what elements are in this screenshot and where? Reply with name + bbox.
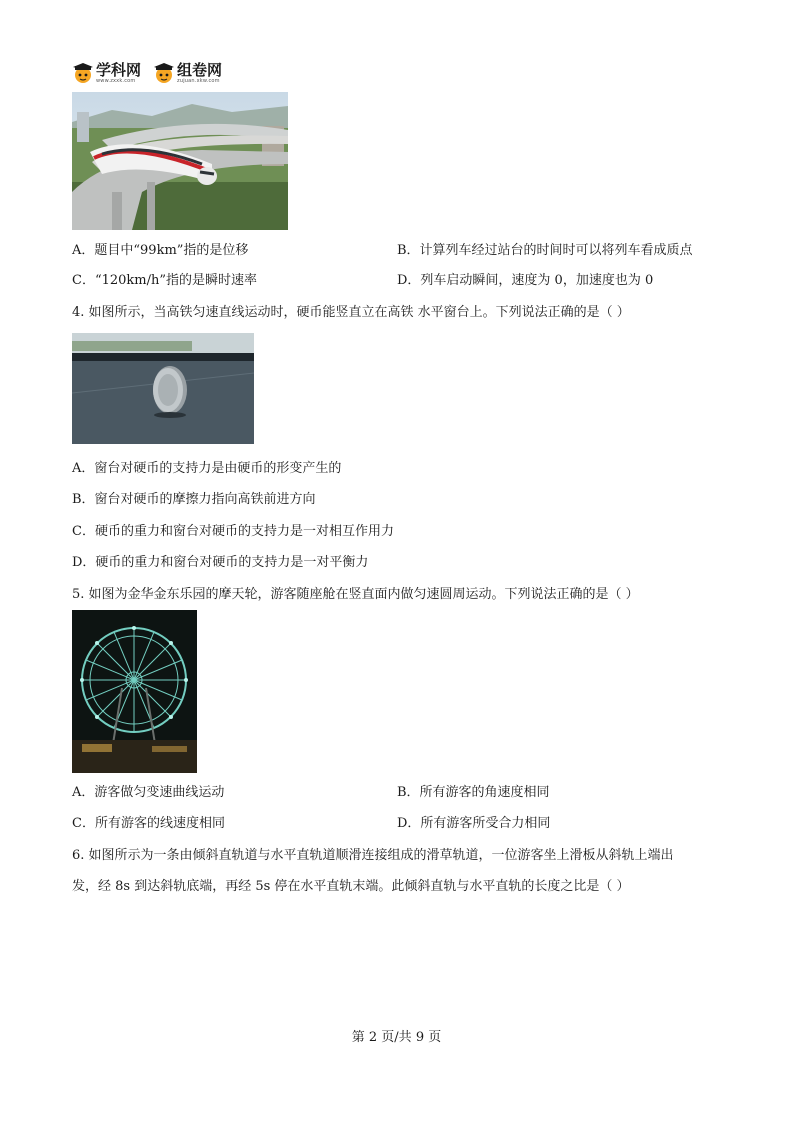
page-footer: 第 2 页/共 9 页 [351,1030,442,1045]
q6-stem-line2: 发，经 8s 到达斜轨底端，再经 5s 停在水平直轨末端。此倾斜直轨与水平直轨的长度之比是（ ） [72,879,630,894]
ferris-wheel-photo [72,610,197,773]
xuekewang-logo [72,62,141,84]
q3-option-c: C．“120km/h”指的是瞬时速率 [72,273,258,288]
q5-option-a: A．游客做匀变速曲线运动 [72,785,225,800]
mascot-icon [153,62,175,84]
q4-stem: 4. 如图所示，当高铁匀速直线运动时，硬币能竖直立在高铁 水平窗台上。下列说法正确的是（ ） [72,305,630,320]
header-logos [72,60,234,86]
logo-name: 学科网 [96,60,142,79]
coin-photo [72,333,254,444]
mascot-icon [72,62,94,84]
q4-option-a: A．窗台对硬币的支持力是由硬币的形变产生的 [72,461,342,476]
q4-option-d: D．硬币的重力和窗台对硬币的支持力是一对平衡力 [72,555,369,570]
logo-name: 组卷网 [177,60,223,79]
q4-option-c: C．硬币的重力和窗台对硬币的支持力是一对相互作用力 [72,524,394,539]
q5-option-c: C．所有游客的线速度相同 [72,816,225,831]
q5-option-d: D．所有游客所受合力相同 [397,816,551,831]
q5-option-b: B．所有游客的角速度相同 [397,785,550,800]
zujuanwang-logo [153,62,222,84]
q4-option-b: B．窗台对硬币的摩擦力指向高铁前进方向 [72,492,316,507]
q6-stem-line1: 6. 如图所示为一条由倾斜直轨道与水平直轨道顺滑连接组成的滑草轨道，一位游客坐上滑板从斜轨上端出 [72,848,674,863]
q3-option-b: B．计算列车经过站台的时间时可以将列车看成质点 [397,243,693,258]
q3-option-a: A．题目中“99km”指的是位移 [72,243,249,258]
logo-url: www.zxxk.com [96,77,136,84]
q3-option-d: D．列车启动瞬间，速度为 0，加速度也为 0 [397,273,654,288]
logo-url: zujuan.xkw.com [177,77,220,84]
train-photo [72,92,288,230]
q5-stem: 5. 如图为金华金东乐园的摩天轮，游客随座舱在竖直面内做匀速圆周运动。下列说法正确的是（ ） [72,587,639,602]
